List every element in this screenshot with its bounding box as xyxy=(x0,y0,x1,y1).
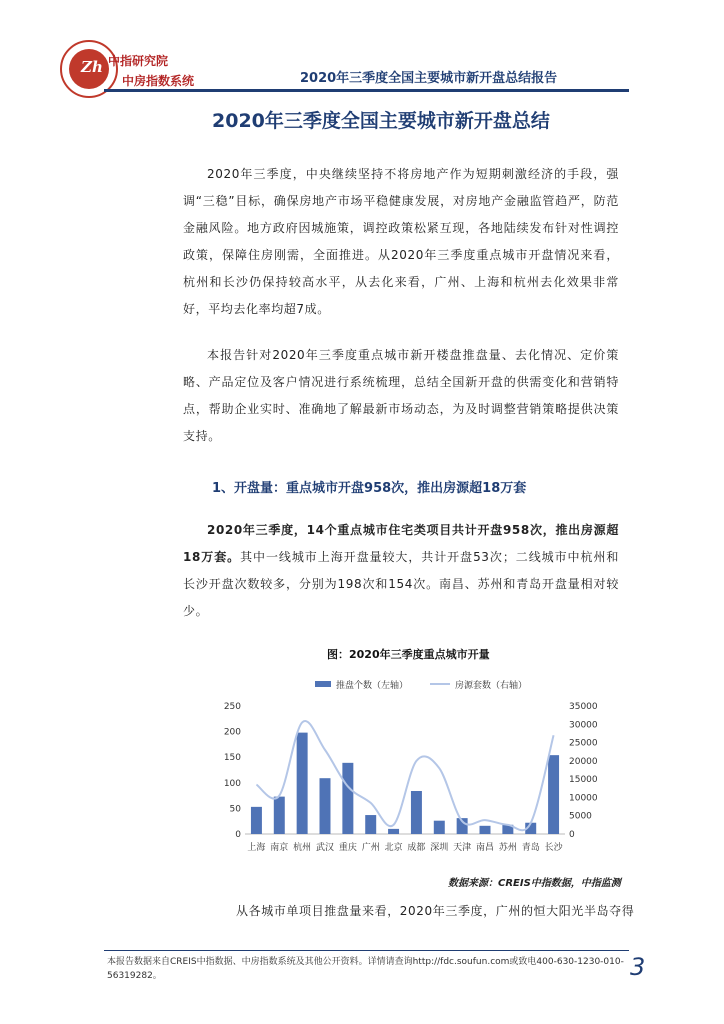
footer-text: 本报告数据来自CREIS中指数据、中房指数系统及其他公开资料。详情请查询http://fdc.soufun.com或致电400-630-1230-010-56319282。 xyxy=(107,957,624,981)
y-right-tick-label: 20000 xyxy=(569,756,598,767)
data-source: 数据来源：CREIS中指数据，中指监测 xyxy=(448,878,621,889)
y-right-tick-label: 30000 xyxy=(569,720,598,731)
y-right-tick-label: 15000 xyxy=(569,775,598,786)
y-left-tick-label: 200 xyxy=(223,727,241,738)
intro-paragraph: 2020年三季度，中央继续坚持不将房地产作为短期刺激经济的手段，强调“三稳”目标，确保房地产市场平稳健康发展，对房地产金融监管趋严，防范金融风险。地方政府因城施策，调控政策松紧互现，各地陆续发布针对性调控政策，保障住房刚需，全面推进。从2020年三季度重点城市开盘情况来看，杭州和长沙仍保持较高水平，从去化来看，广州、上海和杭州去化效果非常好，平均去化率均超7成。 xyxy=(183,167,619,316)
continued-paragraph: 从各城市单项目推盘量来看，2020年三季度，广州的恒大阳光半岛夺得 xyxy=(236,904,635,918)
y-right-tick-label: 35000 xyxy=(569,702,598,712)
chart xyxy=(220,670,620,860)
x-tick-label: 北京 xyxy=(384,843,403,853)
y-left-tick-label: 100 xyxy=(223,778,241,789)
y-left-tick-label: 50 xyxy=(229,804,241,815)
x-tick-label: 成都 xyxy=(407,843,426,853)
bar xyxy=(274,797,285,834)
chart-legend xyxy=(315,679,527,691)
page-number: 3 xyxy=(630,953,646,981)
x-tick-label: 天津 xyxy=(453,843,472,853)
bar xyxy=(388,829,399,834)
bar xyxy=(548,755,559,834)
legend-line-label: 房源套数（右轴） xyxy=(455,681,528,691)
bar xyxy=(320,778,331,834)
bar xyxy=(480,826,491,834)
scope-paragraph: 本报告针对2020年三季度重点城市新开楼盘推盘量、去化情况、定价策略、产品定位及客户情况进行系统梳理，总结全国新开盘的供需变化和营销特点，帮助企业实时、准确地了解最新市场动态，为及时调整营销策略提供决策支持。 xyxy=(183,348,619,443)
logo: Zh xyxy=(60,40,118,98)
bar xyxy=(434,821,445,834)
x-tick-label: 长沙 xyxy=(544,843,563,853)
y-right-tick-label: 25000 xyxy=(569,738,598,749)
section-bold-text: 2020年三季度，14个重点城市住宅类项目共计开盘958次，推出房源超18万套。 xyxy=(183,523,619,564)
brand-name: 中指研究院 xyxy=(108,54,169,68)
report-header-title: 2020年三季度全国主要城市新开盘总结报告 xyxy=(300,71,558,86)
y-right-tick-label: 5000 xyxy=(569,811,592,822)
y-left-tick-label: 0 xyxy=(235,830,241,840)
header-divider xyxy=(104,89,629,92)
x-tick-label: 上海 xyxy=(247,843,266,853)
y-left-tick-label: 150 xyxy=(223,753,241,764)
x-tick-label: 广州 xyxy=(361,843,380,853)
x-tick-label: 深圳 xyxy=(430,843,449,853)
section-paragraph xyxy=(183,517,619,625)
x-tick-label: 杭州 xyxy=(293,843,312,853)
bar xyxy=(297,733,308,834)
y-right-tick-label: 0 xyxy=(569,830,575,840)
bar xyxy=(411,791,422,834)
legend-bar-swatch xyxy=(315,681,331,687)
y-right-tick-label: 10000 xyxy=(569,793,598,804)
bar xyxy=(251,807,262,834)
x-tick-label: 南昌 xyxy=(475,843,495,853)
legend-bar-label: 推盘个数（左轴） xyxy=(336,681,409,691)
brand-subname: 中房指数系统 xyxy=(122,74,195,88)
y-left-tick-label: 250 xyxy=(223,702,241,712)
footer-divider xyxy=(104,950,629,951)
x-tick-label: 苏州 xyxy=(498,843,517,853)
x-tick-label: 青岛 xyxy=(521,843,540,853)
x-tick-label: 武汉 xyxy=(315,843,335,853)
section-heading: 1、开盘量：重点城市开盘958次，推出房源超18万套 xyxy=(212,481,527,496)
page-title: 2020年三季度全国主要城市新开盘总结 xyxy=(212,110,550,132)
section-body-text: 其中一线城市上海开盘量较大，共计开盘53次；二线城市中杭州和长沙开盘次数较多，分别为198次和154次。南昌、苏州和青岛开盘量相对较少。 xyxy=(183,550,619,618)
bar xyxy=(342,763,353,834)
x-tick-label: 重庆 xyxy=(338,843,357,853)
chart-title: 图：2020年三季度重点城市开量 xyxy=(327,648,490,661)
x-tick-label: 南京 xyxy=(270,843,289,853)
bar xyxy=(365,815,376,834)
